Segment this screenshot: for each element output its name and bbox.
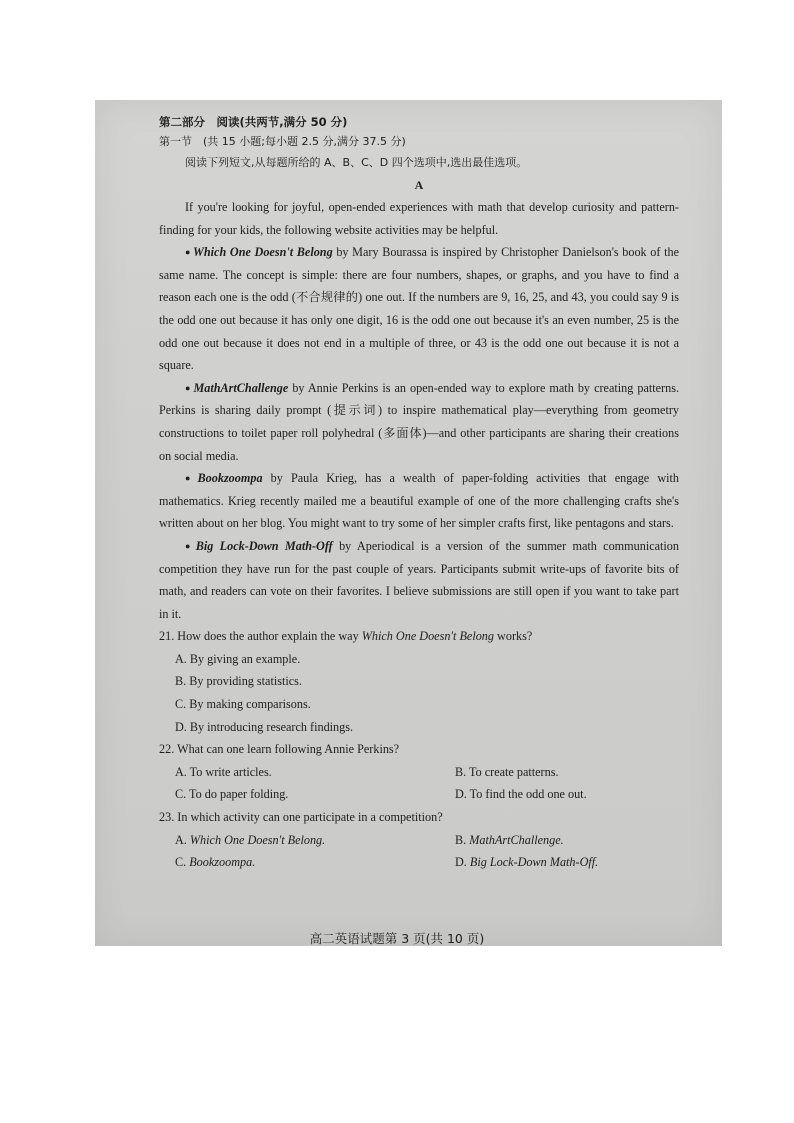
activity-title: MathArtChallenge [193, 380, 289, 395]
question-23 [159, 806, 679, 829]
option-d[interactable]: D. By introducing research findings. [175, 719, 354, 734]
section-title: 第二部分 阅读(共两节,满分 50 分) [159, 115, 348, 129]
options-row [159, 761, 679, 784]
option-text: Big Lock-Down Math-Off. [469, 855, 599, 870]
bullet-icon: ● [185, 473, 196, 484]
option-b[interactable]: B. By providing statistics. [175, 674, 302, 689]
options-row [159, 783, 679, 806]
exam-page [159, 112, 679, 874]
option-c[interactable]: C. By making comparisons. [175, 697, 311, 712]
activity-text: by Annie Perkins is an open-ended way to explore math by creating patterns. Perkins is sharing daily prompt (提示词) to inspire mathematical play—everything from geometry constructions to toilet paper roll polyhedral (多面体)—and other participants are sharing their creations on social media. [159, 380, 679, 463]
question-number: 22. [159, 742, 175, 757]
question-21 [159, 625, 679, 648]
bullet-icon: ● [185, 382, 192, 393]
question-number: 21. [159, 629, 175, 644]
page-footer: 高二英语试题第 3 页(共 10 页) [309, 931, 485, 946]
option-d[interactable] [455, 851, 598, 874]
option-text: Which One Doesn't Belong. [189, 832, 326, 847]
passage-intro: If you're looking for joyful, open-ended experiences with math that develop curiosity and pattern-finding for your kids, the following website activities may be helpful. [159, 200, 679, 237]
option-c[interactable] [159, 851, 455, 874]
option-text: MathArtChallenge. [469, 832, 564, 847]
option-d[interactable]: D. To find the odd one out. [455, 787, 587, 802]
option-a[interactable]: A. To write articles. [175, 764, 272, 779]
activity-paragraph [159, 241, 679, 377]
option-a[interactable] [159, 829, 455, 852]
activity-text: by Paula Krieg, has a wealth of paper-folding activities that engage with mathematics. Krieg recently mailed me a beautiful example of one of the more challenging crafts she's written about on her blog. You might want to try some of her simpler crafts first, like pentagons and stars. [159, 471, 680, 531]
activity-text: by Aperiodical is a version of the summer math communication competition they have run for the past couple of years. Participants submit write-ups of favorite bits of math, and readers can vote on their favorites. I believe submissions are still open if you want to take part in it. [159, 538, 679, 621]
question-22 [159, 738, 679, 761]
bullet-icon: ● [185, 540, 194, 551]
instruction-text: 阅读下列短文,从每题所给的 A、B、C、D 四个选项中,选出最佳选项。 [185, 156, 528, 169]
question-stem: What can one learn following Annie Perkins? [177, 742, 400, 757]
activity-title: Bookzoompa [197, 471, 263, 486]
option-letter: C. [175, 855, 190, 870]
activity-paragraph [159, 467, 679, 535]
option-letter: D. [455, 855, 470, 870]
option-letter: A. [175, 832, 190, 847]
question-stem: How does the author explain the way [177, 629, 362, 644]
option-letter: B. [455, 832, 470, 847]
part-one-heading: 第一节 (共 15 小题;每小题 2.5 分,满分 37.5 分) [159, 135, 406, 148]
options-row [159, 851, 679, 874]
option-a[interactable]: A. By giving an example. [175, 651, 301, 666]
activity-text: by Mary Bourassa is inspired by Christopher Danielson's book of the same name. The concept is simple: there are four numbers, shapes, or graphs, and you have to find a reason each one is the odd (不合规律的) one out. If the numbers are 9, 16, 25, and 43, you could say 9 is the odd one out because it has only one digit, 16 is the odd one out because it's an even number, 25 is the odd one out because it does not end in a multiple of three, or 43 is the odd one out because it is not a square. [159, 245, 679, 373]
question-stem-italic: Which One Doesn't Belong [361, 629, 494, 644]
option-b[interactable] [455, 829, 564, 852]
options-row [159, 829, 679, 852]
option-b[interactable]: B. To create patterns. [455, 764, 559, 779]
passage-label: A [414, 178, 424, 192]
activity-title: Which One Doesn't Belong [193, 245, 333, 260]
activity-paragraph [159, 377, 679, 467]
option-text: Bookzoompa. [189, 855, 256, 870]
activity-paragraph [159, 535, 679, 625]
question-stem: In which activity can one participate in a competition? [177, 810, 443, 825]
activity-title: Big Lock-Down Math-Off [195, 538, 333, 553]
question-stem-end: works? [494, 629, 533, 644]
question-number: 23. [159, 810, 175, 825]
option-c[interactable]: C. To do paper folding. [175, 787, 289, 802]
bullet-icon: ● [185, 247, 192, 258]
